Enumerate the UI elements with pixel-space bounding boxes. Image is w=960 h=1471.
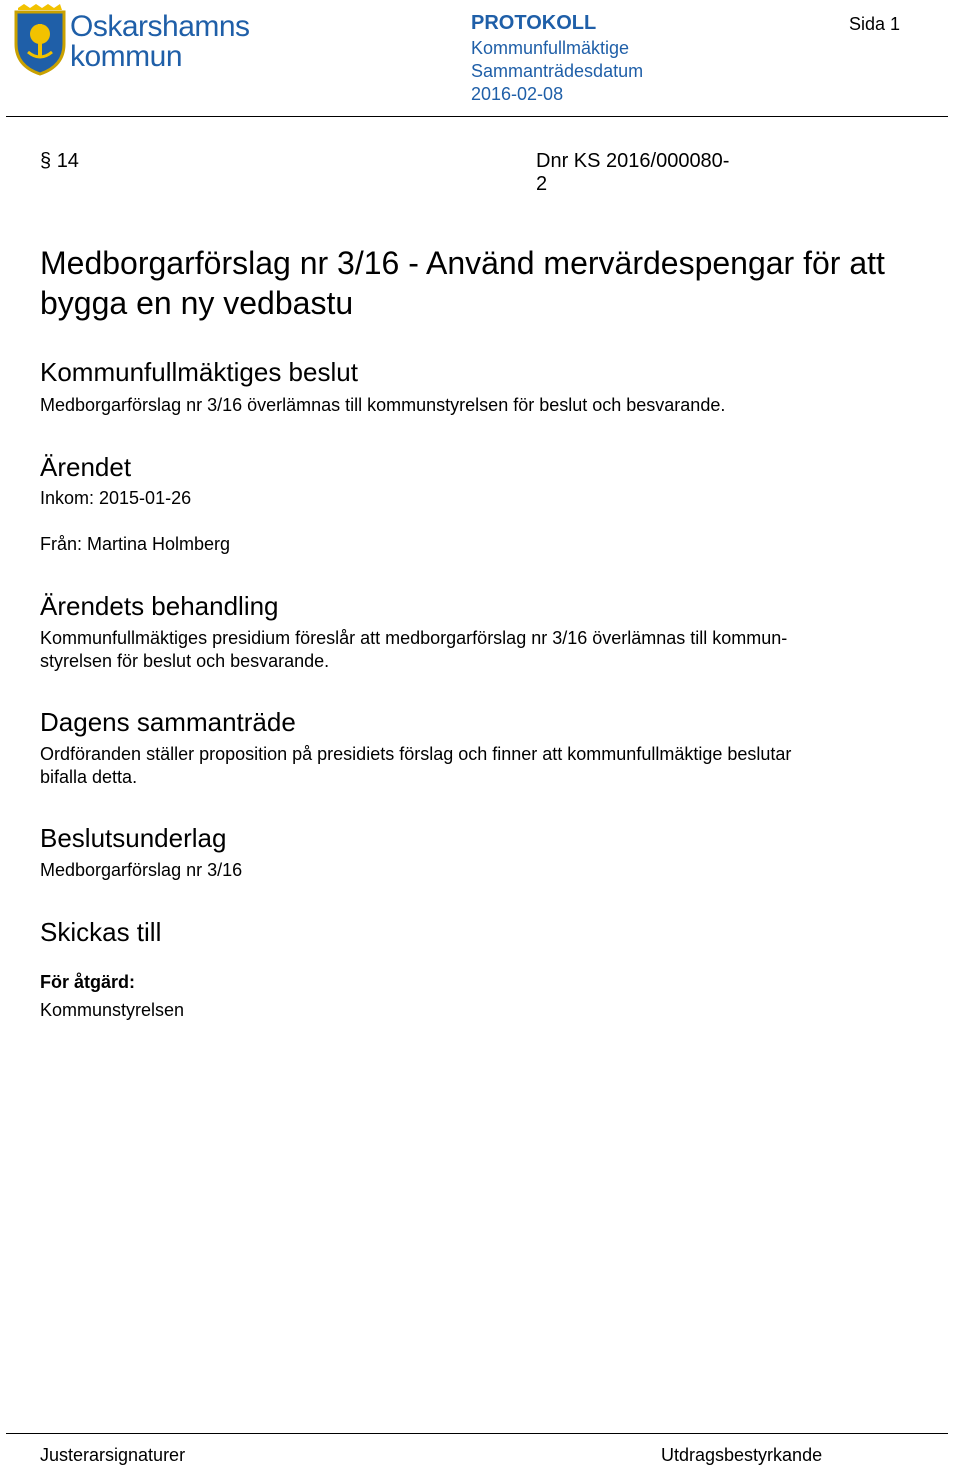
meeting-date: 2016-02-08 xyxy=(471,84,564,104)
received-date: Inkom: 2015-01-26 xyxy=(40,488,192,508)
footer-certification: Utdragsbestyrkande xyxy=(661,1445,823,1465)
basis-heading: Beslutsunderlag xyxy=(40,823,227,853)
header-divider xyxy=(6,116,948,117)
meeting-text-line-2: bifalla detta. xyxy=(40,767,138,787)
action-label: För åtgärd: xyxy=(40,972,136,992)
footer-divider xyxy=(6,1433,948,1434)
basis-text: Medborgarförslag nr 3/16 xyxy=(40,860,243,880)
logo-line-2: kommun xyxy=(70,40,183,73)
decision-text: Medborgarförslag nr 3/16 överlämnas till kommunstyrelsen för beslut och besvarande. xyxy=(40,395,726,415)
coat-of-arms-icon xyxy=(12,4,68,76)
send-to-heading: Skickas till xyxy=(40,917,162,947)
case-title: Medborgarförslag nr 3/16 - Använd mervärdespengar för att bygga en ny vedbastu xyxy=(40,245,885,321)
meeting-text-line-1: Ordföranden ställer proposition på presidiets förslag och finner att kommunfullmäktige beslutar xyxy=(40,744,792,764)
paragraph-number: 14 xyxy=(56,150,79,172)
paragraph-row xyxy=(40,150,740,195)
footer-signatures: Justerarsignaturer xyxy=(40,1445,186,1465)
sender: Från: Martina Holmberg xyxy=(40,534,231,554)
meeting-body: Kommunfullmäktige xyxy=(471,38,630,58)
action-recipient: Kommunstyrelsen xyxy=(40,1000,185,1020)
matter-heading: Ärendet xyxy=(40,452,132,482)
logo-line-1: Oskarshamns xyxy=(70,10,250,43)
handling-heading: Ärendets behandling xyxy=(40,591,279,621)
document-type: PROTOKOLL xyxy=(471,12,597,34)
handling-text-line-1: Kommunfullmäktiges presidium föreslår att medborgarförslag nr 3/16 överlämnas till kommun- xyxy=(40,628,788,648)
logo-wordmark xyxy=(70,12,250,72)
meeting-heading: Dagens sammanträde xyxy=(40,707,296,737)
page-number: Sida 1 xyxy=(849,14,901,34)
handling-text-line-2: styrelsen för beslut och besvarande. xyxy=(40,651,330,671)
decision-heading: Kommunfullmäktiges beslut xyxy=(40,357,358,387)
paragraph-symbol: § xyxy=(40,150,52,172)
case-dnr: Dnr KS 2016/000080-2 xyxy=(536,150,730,195)
date-label: Sammanträdesdatum xyxy=(471,61,644,81)
